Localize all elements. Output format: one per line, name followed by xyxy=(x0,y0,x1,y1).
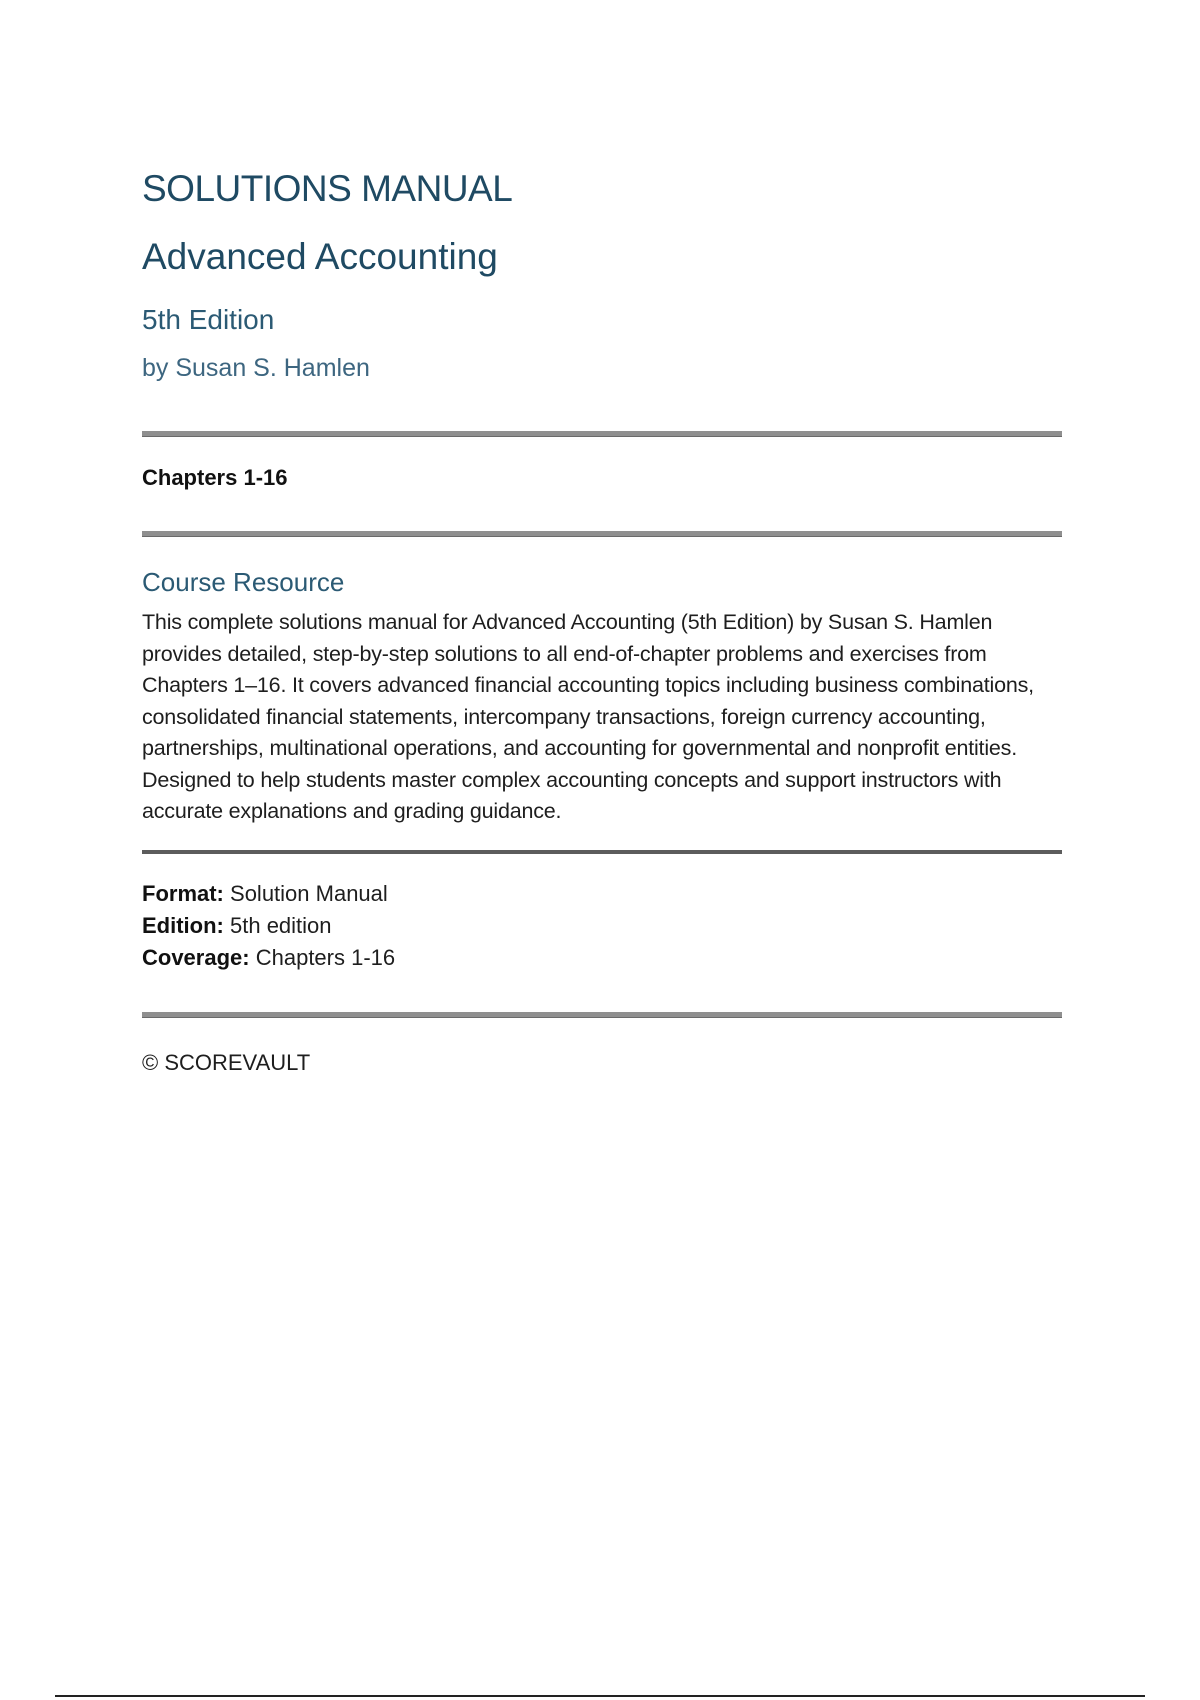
edition-row xyxy=(142,910,1062,942)
course-resource-heading: Course Resource xyxy=(142,567,345,597)
edition-label: 5th Edition xyxy=(142,304,275,335)
page-bottom-line xyxy=(55,1695,1145,1697)
book-title: Advanced Accounting xyxy=(142,236,498,277)
edition-detail-value: 5th edition xyxy=(230,912,332,938)
coverage-value: Chapters 1-16 xyxy=(255,944,396,970)
format-value: Solution Manual xyxy=(230,880,388,906)
chapters-label: Chapters 1-16 xyxy=(142,465,288,490)
format-row xyxy=(142,878,1062,910)
course-resource-description: This complete solutions manual for Advanced Accounting (5th Edition) by Susan S. Hamlen provides detailed, step-by-step solutions to all end-of-chapter problems and exercises from Chapters 1–16. It covers advanced financial accounting topics including business combinations, consolidated financial statements, intercompany transactions, foreign currency accounting, partnerships, multinational operations, and accounting for governmental and nonprofit entities. Designed to help students master complex accounting concepts and support instructors with accurate explanations and grading guidance. xyxy=(142,610,1034,823)
format-label: Format: xyxy=(142,880,224,906)
details-block xyxy=(142,878,1062,974)
copyright-notice: © SCOREVAULT xyxy=(142,1049,311,1075)
document-page xyxy=(142,170,1062,1074)
author-line: by Susan S. Hamlen xyxy=(142,354,370,382)
edition-detail-label: Edition: xyxy=(142,912,224,938)
divider-4 xyxy=(142,1012,1062,1018)
coverage-label: Coverage: xyxy=(142,944,250,970)
document-title: SOLUTIONS MANUAL xyxy=(142,168,513,209)
divider-2 xyxy=(142,531,1062,537)
divider-3 xyxy=(142,850,1062,854)
coverage-row xyxy=(142,942,1062,974)
divider-1 xyxy=(142,431,1062,437)
